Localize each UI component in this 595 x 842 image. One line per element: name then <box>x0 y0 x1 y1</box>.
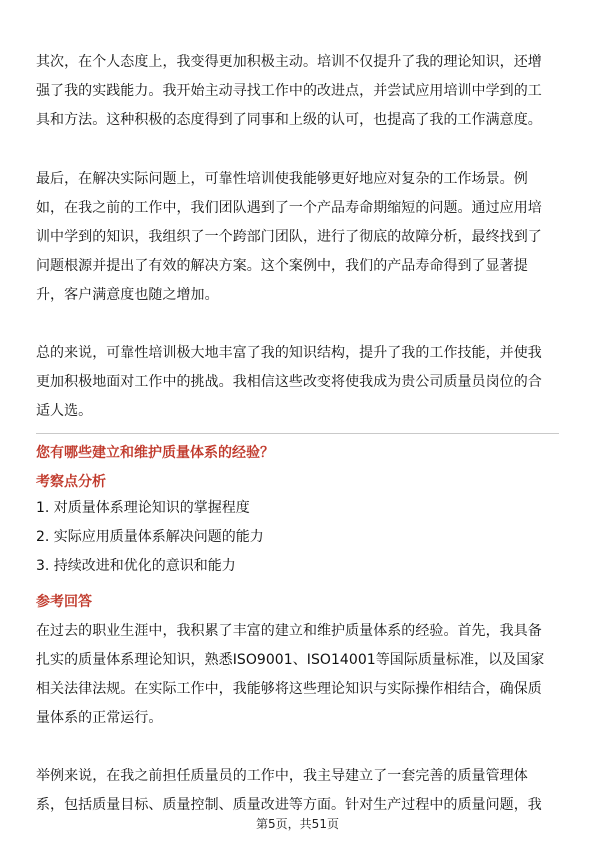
text-line: 升，客户满意度也随之增加。 <box>36 287 219 303</box>
answer-paragraph-example <box>36 762 561 820</box>
page-footer: 第5页，共51页 <box>256 817 339 831</box>
text-line: 具和方法。这种积极的态度得到了同事和上级的认可，也提高了我的工作满意度。 <box>36 112 542 128</box>
text-line: 更加积极地面对工作中的挑战。我相信这些改变将使我成为贵公司质量员岗位的合 <box>36 374 542 390</box>
text-line: 其次，在个人态度上，我变得更加积极主动。培训不仅提升了我的理论知识，还增 <box>36 54 542 70</box>
text-line: 强了我的实践能力。我开始主动寻找工作中的改进点，并尝试应用培训中学到的工 <box>36 83 542 99</box>
text-line: 相关法律法规。在实际工作中，我能够将这些理论知识与实际操作相结合，确保质 <box>36 681 542 697</box>
text-line: 量体系的正常运行。 <box>36 710 163 726</box>
text-line: 举例来说，在我之前担任质量员的工作中，我主导建立了一套完善的质量管理体 <box>36 768 528 784</box>
text-line: 如，在我之前的工作中，我们团队遇到了一个产品寿命期缩短的问题。通过应用培 <box>36 200 542 216</box>
text-line: 适人选。 <box>36 403 93 419</box>
list-item: 1. 对质量体系理论知识的掌握程度 <box>36 500 250 516</box>
paragraph-summary <box>36 339 561 426</box>
text-line: 扎实的质量体系理论知识，熟悉ISO9001、ISO14001等国际质量标准，以及国家 <box>36 652 545 668</box>
paragraph-attitude <box>36 48 561 135</box>
answer-paragraph-experience <box>36 617 561 733</box>
text-line: 最后，在解决实际问题上，可靠性培训使我能够更好地应对复杂的工作场景。例 <box>36 171 528 187</box>
answer-heading: 参考回答 <box>36 594 92 610</box>
analysis-heading: 考察点分析 <box>36 474 106 490</box>
text-line: 系，包括质量目标、质量控制、质量改进等方面。针对生产过程中的质量问题，我 <box>36 797 542 813</box>
paragraph-problem-solving <box>36 165 561 310</box>
text-line: 总的来说，可靠性培训极大地丰富了我的知识结构，提升了我的工作技能，并使我 <box>36 345 542 361</box>
list-item: 2. 实际应用质量体系解决问题的能力 <box>36 529 264 545</box>
question-title: 您有哪些建立和维护质量体系的经验？ <box>36 445 274 461</box>
section-divider <box>36 433 559 434</box>
list-item: 3. 持续改进和优化的意识和能力 <box>36 558 236 574</box>
text-line: 在过去的职业生涯中，我积累了丰富的建立和维护质量体系的经验。首先，我具备 <box>36 623 542 639</box>
text-line: 问题根源并提出了有效的解决方案。这个案例中，我们的产品寿命得到了显著提 <box>36 258 528 274</box>
text-line: 训中学到的知识，我组织了一个跨部门团队，进行了彻底的故障分析，最终找到了 <box>36 229 542 245</box>
